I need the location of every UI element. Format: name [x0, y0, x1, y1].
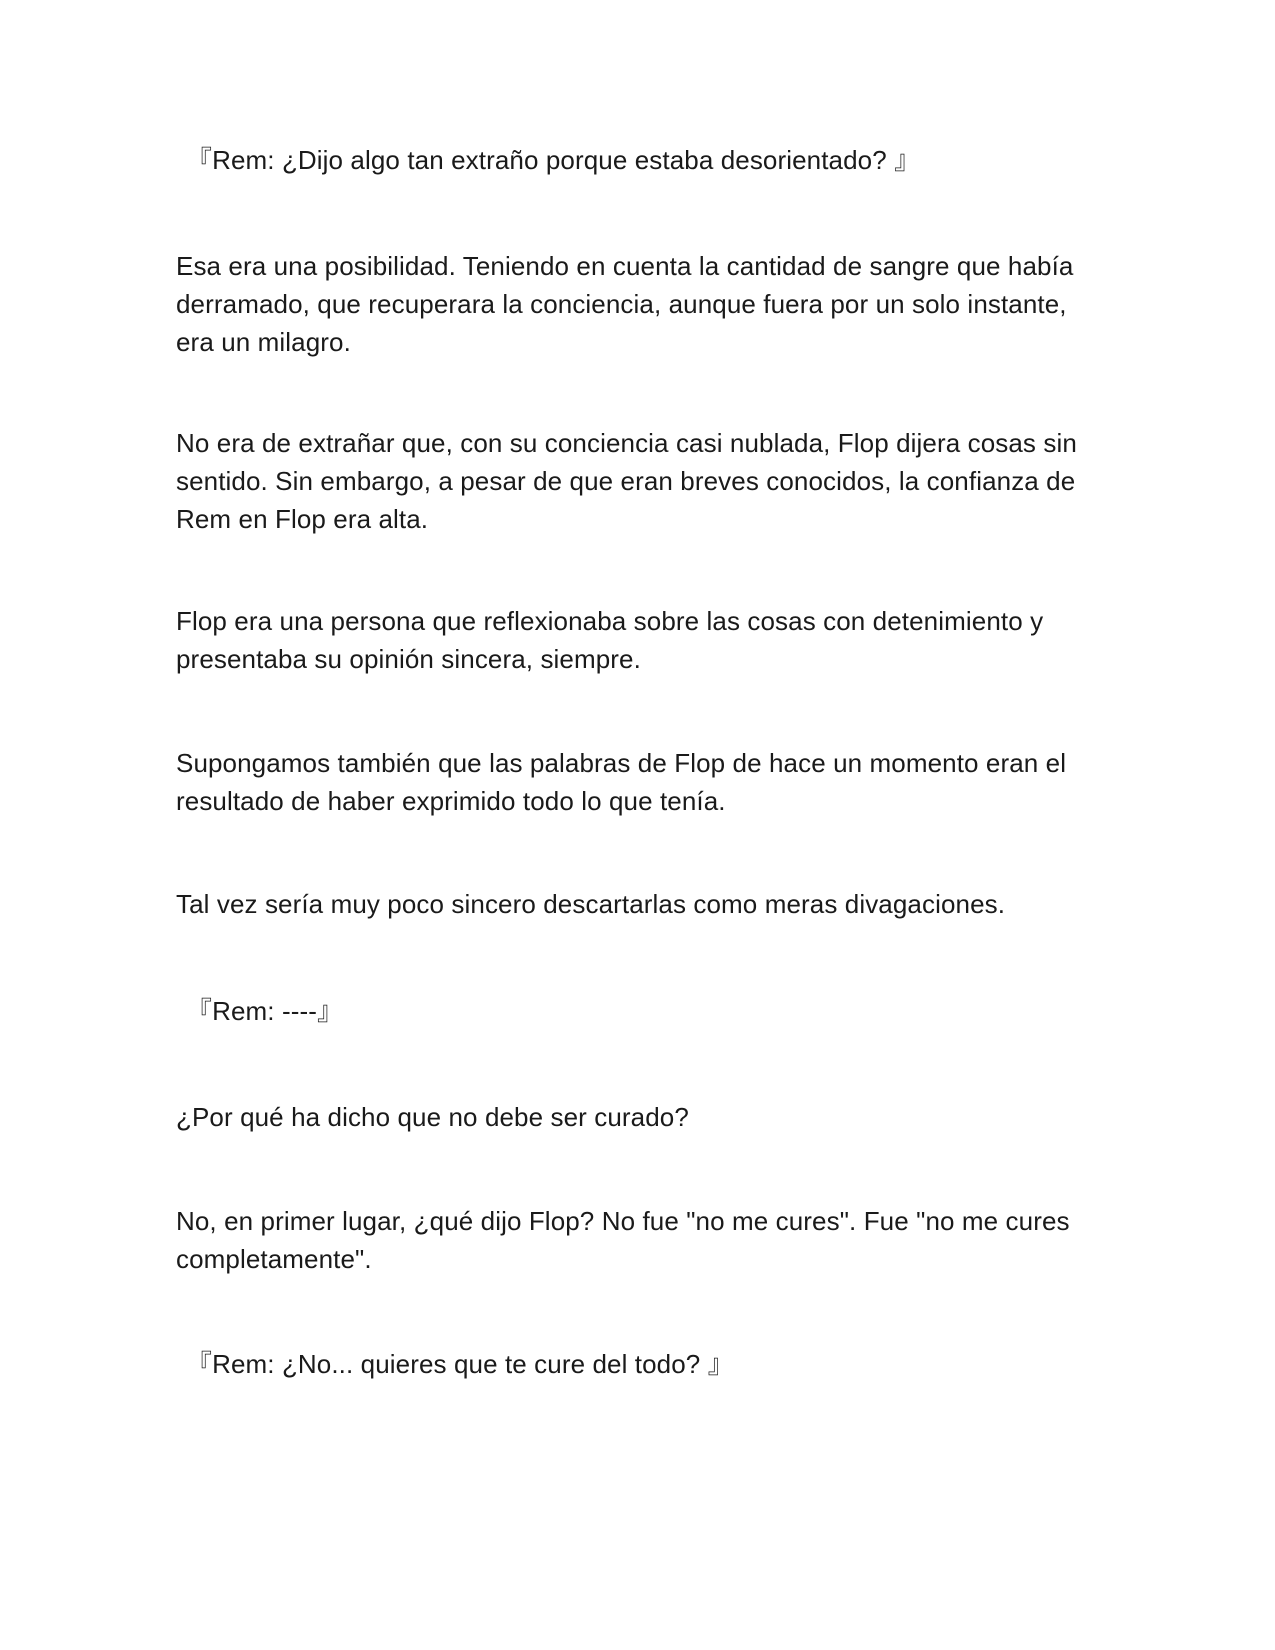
narration-paragraph	[176, 744, 1096, 820]
narration-paragraph	[176, 247, 1096, 361]
text-line: 『Rem: ----』	[186, 996, 344, 1026]
text-line: Esa era una posibilidad. Teniendo en cuenta la cantidad de sangre que había	[176, 251, 1074, 281]
narration-paragraph	[176, 1202, 1096, 1278]
text-line: Tal vez sería muy poco sincero descartarlas como meras divagaciones.	[176, 889, 1006, 919]
text-line: 『Rem: ¿Dijo algo tan extraño porque estaba desorientado? 』	[186, 145, 921, 175]
text-line: ¿Por qué ha dicho que no debe ser curado?	[176, 1102, 689, 1132]
text-line: 『Rem: ¿No... quieres que te cure del todo? 』	[186, 1349, 734, 1379]
narration-paragraph	[176, 1098, 1096, 1136]
text-line: presentaba su opinión sincera, siempre.	[176, 644, 641, 674]
narration-paragraph	[176, 885, 1096, 923]
text-line: sentido. Sin embargo, a pesar de que eran breves conocidos, la confianza de	[176, 466, 1076, 496]
text-line: era un milagro.	[176, 327, 351, 357]
narration-paragraph	[176, 424, 1096, 538]
text-line: resultado de haber exprimido todo lo que tenía.	[176, 786, 726, 816]
text-line: Supongamos también que las palabras de Flop de hace un momento eran el	[176, 748, 1067, 778]
text-line: derramado, que recuperara la conciencia, aunque fuera por un solo instante,	[176, 289, 1067, 319]
text-line: Rem en Flop era alta.	[176, 504, 429, 534]
dialogue-line	[186, 141, 1106, 179]
text-line: No, en primer lugar, ¿qué dijo Flop? No fue "no me cures". Fue "no me cures	[176, 1206, 1070, 1236]
text-line: No era de extrañar que, con su conciencia casi nublada, Flop dijera cosas sin	[176, 428, 1077, 458]
text-line: Flop era una persona que reflexionaba sobre las cosas con detenimiento y	[176, 606, 1044, 636]
dialogue-line	[186, 1345, 1106, 1383]
narration-paragraph	[176, 602, 1096, 678]
text-line: completamente".	[176, 1244, 372, 1274]
dialogue-line	[186, 992, 1106, 1030]
